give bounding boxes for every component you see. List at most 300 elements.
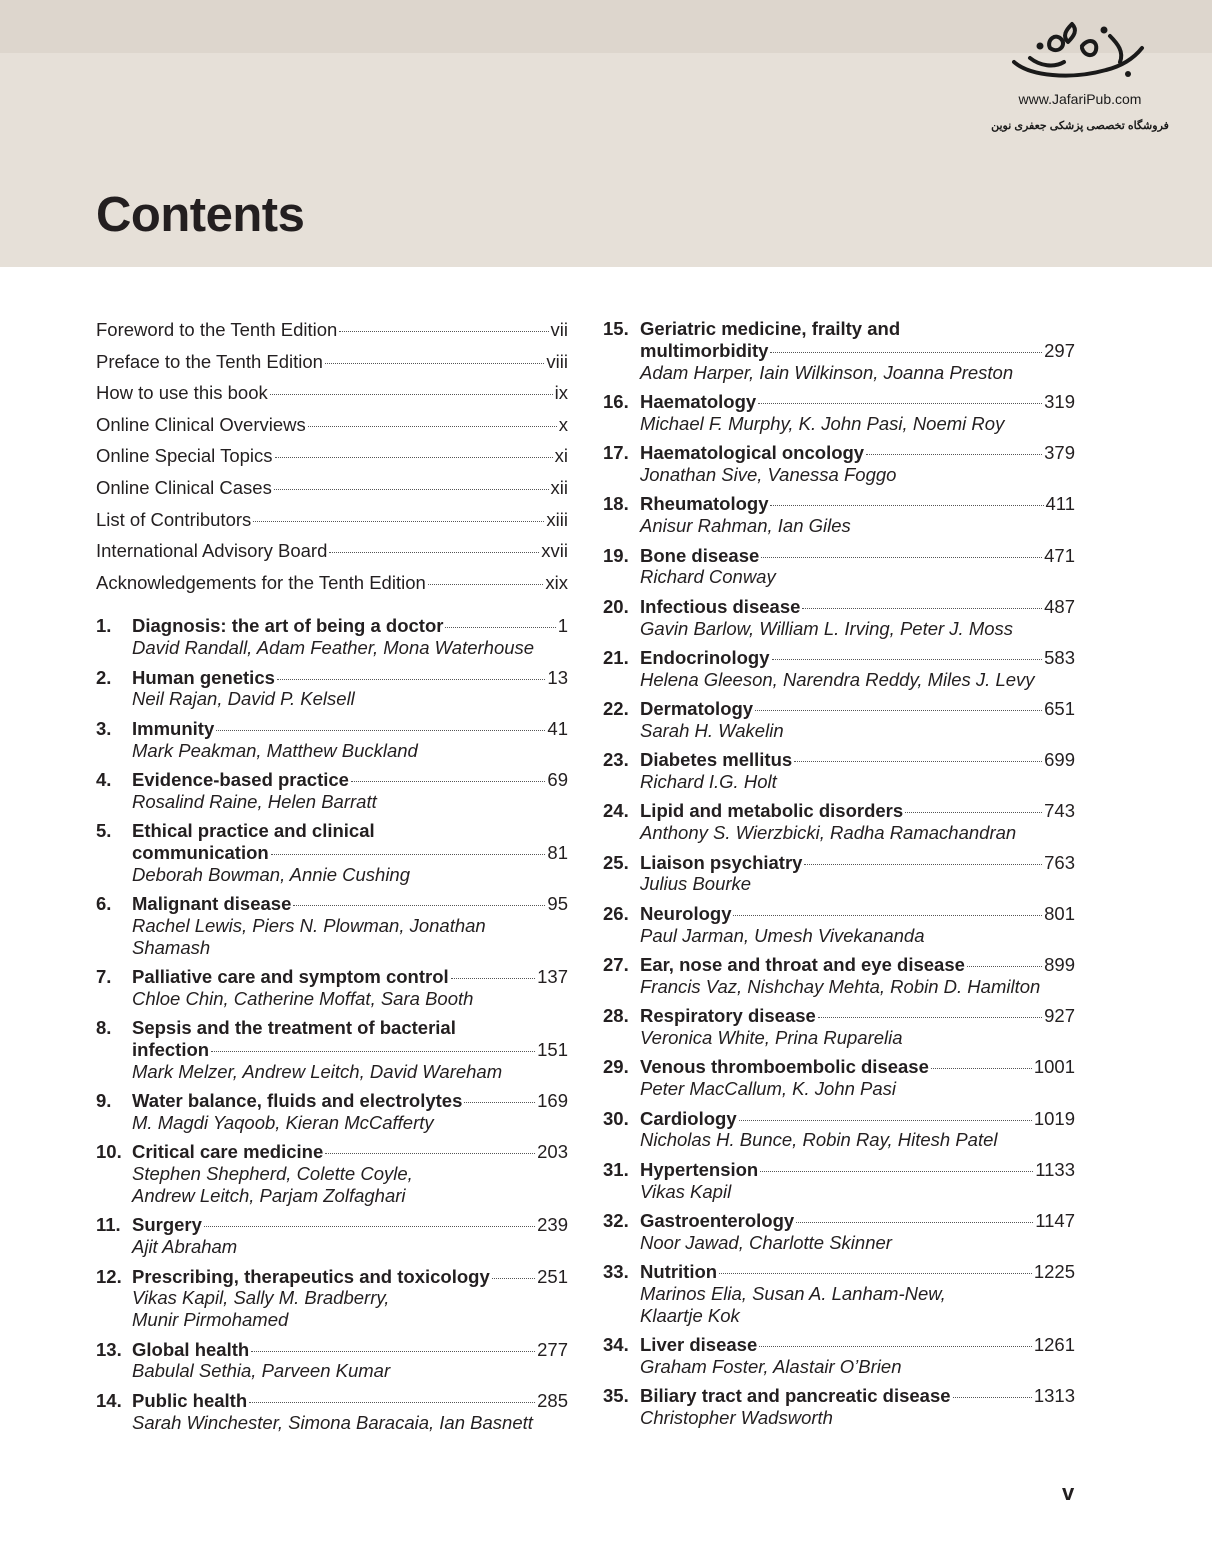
dot-leader	[204, 1226, 535, 1227]
jafari-logo-icon	[1010, 18, 1150, 92]
chapter-entry[interactable]	[96, 667, 568, 711]
logo-tagline: فروشگاه تخصصی پزشکی جعفری نوین	[991, 120, 1169, 132]
chapter-title: Haematology	[640, 390, 757, 412]
chapter-title: Malignant disease	[132, 893, 292, 915]
chapter-list-left	[96, 615, 568, 1433]
front-matter-item[interactable]	[96, 381, 568, 413]
chapter-entry[interactable]	[603, 1108, 1075, 1152]
chapter-number: 13.	[96, 1338, 122, 1360]
chapter-number: 34.	[603, 1334, 629, 1356]
chapter-number: 18.	[603, 493, 629, 515]
chapter-body	[640, 1210, 1075, 1254]
chapter-number: 16.	[603, 390, 629, 412]
front-matter-item[interactable]	[96, 318, 568, 350]
chapter-body	[640, 1056, 1075, 1100]
chapter-number: 26.	[603, 902, 629, 924]
page-number: 927	[1044, 1005, 1075, 1027]
chapter-authors: Anisur Rahman, Ian Giles	[640, 515, 851, 537]
dot-leader	[325, 363, 544, 364]
chapter-entry[interactable]	[96, 1266, 568, 1331]
chapter-authors: Stephen Shepherd, Colette Coyle,	[132, 1163, 413, 1185]
chapter-body	[640, 1005, 1075, 1049]
chapter-entry[interactable]	[603, 391, 1075, 435]
chapter-number: 19.	[603, 544, 629, 566]
page-number: 297	[1044, 339, 1075, 361]
chapter-body	[640, 749, 1075, 793]
chapter-entry[interactable]	[603, 1334, 1075, 1378]
chapter-title: Immunity	[132, 717, 215, 739]
chapter-title-line	[132, 769, 568, 791]
chapter-title: Ear, nose and throat and eye disease	[640, 954, 965, 976]
chapter-title-line	[132, 1390, 568, 1412]
chapter-entry[interactable]	[603, 318, 1075, 383]
chapter-body	[132, 1214, 568, 1258]
chapter-title: Infectious disease	[640, 595, 801, 617]
page-number: 1261	[1033, 1334, 1075, 1356]
dot-leader	[216, 730, 545, 731]
chapter-authors: Rachel Lewis, Piers N. Plowman, Jonathan Shamash	[132, 914, 486, 958]
page-number: x	[558, 413, 568, 435]
dot-leader	[804, 864, 1042, 865]
chapter-authors: Jonathan Sive, Vanessa Foggo	[640, 463, 897, 485]
front-matter-title: Online Clinical Overviews	[96, 413, 306, 435]
chapter-entry[interactable]	[603, 1261, 1075, 1326]
chapter-body	[640, 596, 1075, 640]
chapter-authors: Deborah Bowman, Annie Cushing	[132, 863, 411, 885]
front-matter-title: Preface to the Tenth Edition	[96, 350, 323, 372]
chapter-entry[interactable]	[603, 852, 1075, 896]
chapter-entry[interactable]	[603, 596, 1075, 640]
chapter-body	[132, 769, 568, 813]
chapter-title-first-line: Sepsis and the treatment of bacterial	[132, 1017, 456, 1039]
chapter-number: 5.	[96, 820, 112, 842]
chapter-title-line	[640, 1210, 1075, 1232]
chapter-entry[interactable]	[96, 1339, 568, 1383]
chapter-authors: Vikas Kapil, Sally M. Bradberry,	[132, 1287, 390, 1309]
chapter-number: 17.	[603, 442, 629, 464]
chapter-entry[interactable]	[603, 698, 1075, 742]
page-number: 137	[537, 966, 568, 988]
chapter-entry[interactable]	[603, 545, 1075, 589]
chapter-body	[640, 954, 1075, 998]
chapter-authors: Michael F. Murphy, K. John Pasi, Noemi Roy	[640, 412, 1005, 434]
page-number: 95	[547, 893, 568, 915]
chapter-entry[interactable]	[96, 1214, 568, 1258]
chapter-number: 2.	[96, 666, 112, 688]
chapter-body	[132, 718, 568, 762]
front-matter-title: Online Special Topics	[96, 445, 273, 467]
dot-leader	[796, 1222, 1033, 1223]
chapter-number: 1.	[96, 615, 112, 637]
page-number: 1313	[1033, 1385, 1075, 1407]
chapter-body	[132, 1141, 568, 1206]
dot-leader	[739, 1120, 1032, 1121]
chapter-authors: Munir Pirmohamed	[132, 1309, 289, 1331]
chapter-title-line	[640, 1056, 1075, 1078]
chapter-title-line	[132, 1039, 568, 1061]
front-matter-title: How to use this book	[96, 382, 268, 404]
chapter-title: Palliative care and symptom control	[132, 966, 449, 988]
front-matter-item[interactable]	[96, 350, 568, 382]
chapter-number: 8.	[96, 1017, 112, 1039]
dot-leader	[733, 915, 1042, 916]
chapter-entry[interactable]	[603, 493, 1075, 537]
chapter-title-line	[640, 1108, 1075, 1130]
chapter-title: Liaison psychiatry	[640, 851, 803, 873]
chapter-entry[interactable]	[603, 749, 1075, 793]
dot-leader	[274, 489, 549, 490]
chapter-title: Diagnosis: the art of being a doctor	[132, 615, 444, 637]
chapter-title-line	[640, 1334, 1075, 1356]
dot-leader	[270, 394, 553, 395]
chapter-number: 12.	[96, 1265, 122, 1287]
chapter-authors: Graham Foster, Alastair O’Brien	[640, 1355, 902, 1377]
chapter-body	[640, 800, 1075, 844]
chapter-authors: Noor Jawad, Charlotte Skinner	[640, 1231, 892, 1253]
page-number: xi	[554, 445, 568, 467]
chapter-number: 23.	[603, 749, 629, 771]
chapter-authors: M. Magdi Yaqoob, Kieran McCafferty	[132, 1112, 434, 1134]
chapter-number: 11.	[96, 1214, 121, 1236]
front-matter-item[interactable]	[96, 539, 568, 571]
chapter-body	[132, 615, 568, 659]
page-number: 699	[1044, 749, 1075, 771]
chapter-body	[640, 442, 1075, 486]
chapter-authors: Anthony S. Wierzbicki, Radha Ramachandran	[640, 822, 1017, 844]
chapter-body	[640, 903, 1075, 947]
dot-leader	[931, 1068, 1032, 1069]
page-number: 13	[547, 666, 568, 688]
chapter-authors: Gavin Barlow, William L. Irving, Peter J. Moss	[640, 617, 1014, 639]
chapter-authors: Christopher Wadsworth	[640, 1407, 833, 1429]
dot-leader	[760, 1171, 1033, 1172]
dot-leader	[275, 457, 553, 458]
chapter-title: Liver disease	[640, 1334, 758, 1356]
page-number: 651	[1044, 698, 1075, 720]
dot-leader	[277, 679, 546, 680]
chapter-title-line	[132, 1214, 568, 1236]
chapter-title-line	[132, 1339, 568, 1361]
chapter-entry[interactable]	[96, 615, 568, 659]
dot-leader	[251, 1351, 535, 1352]
chapter-number: 3.	[96, 717, 112, 739]
page-folio: v	[1062, 1480, 1075, 1505]
chapter-entry[interactable]	[603, 647, 1075, 691]
chapter-title-line	[640, 800, 1075, 822]
chapter-authors: Julius Bourke	[640, 873, 752, 895]
front-matter-item[interactable]	[96, 444, 568, 476]
chapter-entry[interactable]	[96, 769, 568, 813]
dot-leader	[464, 1102, 535, 1103]
chapter-title: Human genetics	[132, 666, 275, 688]
page-number: 583	[1044, 646, 1075, 668]
chapter-number: 7.	[96, 966, 112, 988]
chapter-number: 9.	[96, 1090, 112, 1112]
chapter-body	[640, 1108, 1075, 1152]
chapter-title: Venous thromboembolic disease	[640, 1056, 929, 1078]
page-number: xii	[550, 476, 568, 498]
chapter-authors: Rosalind Raine, Helen Barratt	[132, 790, 377, 812]
dot-leader	[428, 584, 544, 585]
chapter-title: Lipid and metabolic disorders	[640, 800, 904, 822]
chapter-entry[interactable]	[603, 1056, 1075, 1100]
chapter-body	[132, 667, 568, 711]
page-number: viii	[546, 350, 568, 372]
chapter-entry[interactable]	[603, 800, 1075, 844]
chapter-title-line	[640, 340, 1075, 362]
chapter-title: multimorbidity	[640, 339, 769, 361]
chapter-title-line	[132, 966, 568, 988]
chapter-body	[640, 698, 1075, 742]
chapter-body	[132, 893, 568, 958]
chapter-entry[interactable]	[96, 966, 568, 1010]
chapter-authors: Richard Conway	[640, 566, 776, 588]
page-number: 1	[557, 615, 568, 637]
chapter-entry[interactable]	[96, 1390, 568, 1434]
chapter-title-first-line: Geriatric medicine, frailty and	[640, 318, 901, 339]
chapter-title-line	[640, 596, 1075, 618]
chapter-body	[640, 1159, 1075, 1203]
chapter-number: 31.	[603, 1158, 629, 1180]
chapter-number: 21.	[603, 646, 629, 668]
chapter-number: 28.	[603, 1005, 629, 1027]
chapter-number: 35.	[603, 1385, 629, 1407]
front-matter-title: Acknowledgements for the Tenth Edition	[96, 571, 426, 593]
dot-leader	[253, 521, 544, 522]
front-matter-title: Foreword to the Tenth Edition	[96, 319, 338, 340]
chapter-authors: Adam Harper, Iain Wilkinson, Joanna Preston	[640, 361, 1014, 383]
chapter-title: Gastroenterology	[640, 1209, 795, 1231]
chapter-title-line	[132, 1141, 568, 1163]
chapter-entry[interactable]	[603, 1210, 1075, 1254]
dot-leader	[329, 552, 539, 553]
page-number: xvii	[541, 540, 568, 562]
page-number: 1225	[1033, 1261, 1075, 1283]
chapter-title: Rheumatology	[640, 493, 769, 515]
page-number: 251	[537, 1265, 568, 1287]
chapter-title-line	[640, 698, 1075, 720]
chapter-body	[132, 1017, 568, 1082]
chapter-authors: Peter MacCallum, K. John Pasi	[640, 1078, 897, 1100]
chapter-title-line	[640, 442, 1075, 464]
chapter-title: Critical care medicine	[132, 1141, 324, 1163]
dot-leader	[249, 1402, 535, 1403]
chapter-entry[interactable]	[96, 893, 568, 958]
chapter-authors: Mark Peakman, Matthew Buckland	[132, 739, 418, 761]
chapter-body	[640, 1334, 1075, 1378]
chapter-entry[interactable]	[603, 903, 1075, 947]
page-number: 151	[537, 1039, 568, 1061]
chapter-body	[132, 966, 568, 1010]
chapter-number: 27.	[603, 954, 629, 976]
chapter-body	[640, 1385, 1075, 1429]
chapter-authors: Andrew Leitch, Parjam Zolfaghari	[132, 1185, 406, 1207]
chapter-authors: Klaartje Kok	[640, 1304, 740, 1326]
dot-leader	[967, 966, 1042, 967]
page-number: 471	[1044, 544, 1075, 566]
page-number: 1147	[1035, 1209, 1075, 1231]
chapter-authors: Francis Vaz, Nishchay Mehta, Robin D. Hamilton	[640, 975, 1041, 997]
chapter-title-line	[132, 842, 568, 864]
chapter-authors: Neil Rajan, David P. Kelsell	[132, 688, 355, 710]
chapter-body	[640, 1261, 1075, 1326]
chapter-authors: Chloe Chin, Catherine Moffat, Sara Booth	[132, 987, 474, 1009]
page-number: 763	[1044, 851, 1075, 873]
chapter-body	[640, 647, 1075, 691]
chapter-entry[interactable]	[96, 820, 568, 885]
page-number: 1001	[1033, 1056, 1075, 1078]
chapter-authors: Marinos Elia, Susan A. Lanham-New,	[640, 1282, 946, 1304]
page-number: 81	[547, 841, 568, 863]
dot-leader	[755, 710, 1042, 711]
page-number: 801	[1044, 902, 1075, 924]
chapter-entry[interactable]	[603, 954, 1075, 998]
chapter-authors: Sarah Winchester, Simona Baracaia, Ian Basnett	[132, 1411, 533, 1433]
contents-left-column	[96, 318, 568, 1441]
chapter-title-line	[640, 1385, 1075, 1407]
chapter-authors: Ajit Abraham	[132, 1236, 238, 1258]
chapter-number: 25.	[603, 851, 629, 873]
chapter-title: Cardiology	[640, 1107, 737, 1129]
chapter-title-line	[132, 718, 568, 740]
dot-leader	[905, 812, 1042, 813]
chapter-body	[132, 1339, 568, 1383]
chapter-title: Endocrinology	[640, 646, 770, 668]
chapter-title: Neurology	[640, 902, 732, 924]
front-matter-item[interactable]	[96, 508, 568, 540]
chapter-title-line	[132, 1266, 568, 1288]
chapter-authors: Paul Jarman, Umesh Vivekananda	[640, 924, 925, 946]
page-number: 285	[537, 1389, 568, 1411]
dot-leader	[271, 854, 546, 855]
chapter-body	[640, 493, 1075, 537]
chapter-entry[interactable]	[96, 718, 568, 762]
chapter-title: Public health	[132, 1389, 248, 1411]
dot-leader	[866, 454, 1042, 455]
dot-leader	[351, 781, 545, 782]
page-number: 487	[1044, 595, 1075, 617]
chapter-entry[interactable]	[96, 1090, 568, 1134]
chapter-body	[640, 318, 1075, 383]
page-number: 1019	[1033, 1107, 1075, 1129]
chapter-entry[interactable]	[603, 1005, 1075, 1049]
page-number: 411	[1045, 493, 1075, 515]
chapter-number: 15.	[603, 318, 629, 339]
chapter-authors: Nicholas H. Bunce, Robin Ray, Hitesh Patel	[640, 1129, 998, 1151]
chapter-authors: Mark Melzer, Andrew Leitch, David Wareham	[132, 1060, 503, 1082]
contents-right-column	[603, 318, 1075, 1437]
dot-leader	[770, 505, 1043, 506]
page-number: 69	[547, 768, 568, 790]
chapter-authors: Babulal Sethia, Parveen Kumar	[132, 1360, 391, 1382]
publisher-logo	[984, 18, 1184, 142]
chapter-entry[interactable]	[603, 1385, 1075, 1429]
chapter-authors: Sarah H. Wakelin	[640, 719, 784, 741]
chapter-title: Water balance, fluids and electrolytes	[132, 1090, 463, 1112]
front-matter-title: List of Contributors	[96, 508, 252, 530]
chapter-number: 20.	[603, 595, 629, 617]
dot-leader	[308, 426, 557, 427]
chapter-title-line	[640, 954, 1075, 976]
chapter-number: 32.	[603, 1209, 629, 1231]
chapter-title-line	[640, 647, 1075, 669]
chapter-title: Global health	[132, 1338, 250, 1360]
chapter-title-line	[132, 667, 568, 689]
chapter-body	[132, 1090, 568, 1134]
chapter-title-line	[132, 1090, 568, 1112]
dot-leader	[445, 627, 555, 628]
chapter-title: Evidence-based practice	[132, 768, 349, 790]
page-number: 169	[537, 1090, 568, 1112]
chapter-entry[interactable]	[603, 442, 1075, 486]
front-matter-item[interactable]	[96, 476, 568, 508]
chapter-authors: David Randall, Adam Feather, Mona Waterhouse	[132, 637, 535, 659]
front-matter-item[interactable]	[96, 413, 568, 445]
chapter-authors: Helena Gleeson, Narendra Reddy, Miles J. Levy	[640, 668, 1035, 690]
chapter-title-line	[132, 893, 568, 915]
dot-leader	[953, 1397, 1032, 1398]
page-title: Contents	[96, 188, 305, 242]
front-matter-title: International Advisory Board	[96, 540, 328, 562]
chapter-title-line	[640, 1005, 1075, 1027]
chapter-title-line	[132, 615, 568, 637]
chapter-title: communication	[132, 841, 269, 863]
chapter-title-line	[640, 852, 1075, 874]
chapter-title: Dermatology	[640, 698, 754, 720]
chapter-entry[interactable]	[96, 1141, 568, 1206]
chapter-authors: Vikas Kapil	[640, 1180, 732, 1202]
chapter-number: 22.	[603, 698, 629, 720]
chapter-title: infection	[132, 1039, 210, 1061]
chapter-entry[interactable]	[96, 1017, 568, 1082]
dot-leader	[211, 1051, 535, 1052]
dot-leader	[818, 1017, 1042, 1018]
chapter-title: Biliary tract and pancreatic disease	[640, 1385, 951, 1407]
page-number: 41	[547, 717, 568, 739]
chapter-title: Respiratory disease	[640, 1005, 816, 1027]
chapter-body	[132, 820, 568, 885]
chapter-body	[640, 852, 1075, 896]
chapter-entry[interactable]	[603, 1159, 1075, 1203]
dot-leader	[293, 905, 545, 906]
logo-url: www.JafariPub.com	[1018, 91, 1142, 107]
chapter-body	[132, 1390, 568, 1434]
page-number: 203	[537, 1141, 568, 1163]
page-number: 899	[1044, 954, 1075, 976]
chapter-body	[640, 545, 1075, 589]
front-matter-item[interactable]	[96, 571, 568, 603]
dot-leader	[794, 761, 1042, 762]
chapter-title: Prescribing, therapeutics and toxicology	[132, 1265, 490, 1287]
dot-leader	[802, 608, 1042, 609]
chapter-title-line	[640, 1159, 1075, 1181]
chapter-title-line	[640, 545, 1075, 567]
chapter-authors: Richard I.G. Holt	[640, 771, 777, 793]
page-number: xiii	[546, 508, 568, 530]
dot-leader	[325, 1153, 535, 1154]
chapter-title-first-line: Ethical practice and clinical	[132, 820, 375, 842]
chapter-title: Nutrition	[640, 1261, 718, 1283]
chapter-title-line	[640, 903, 1075, 925]
front-matter-list	[96, 318, 568, 602]
chapter-number: 29.	[603, 1056, 629, 1078]
chapter-title-line	[640, 749, 1075, 771]
dot-leader	[770, 352, 1042, 353]
page-number: 239	[537, 1214, 568, 1236]
chapter-authors: Veronica White, Prina Ruparelia	[640, 1027, 903, 1049]
chapter-title: Hypertension	[640, 1158, 759, 1180]
chapter-number: 24.	[603, 800, 629, 822]
